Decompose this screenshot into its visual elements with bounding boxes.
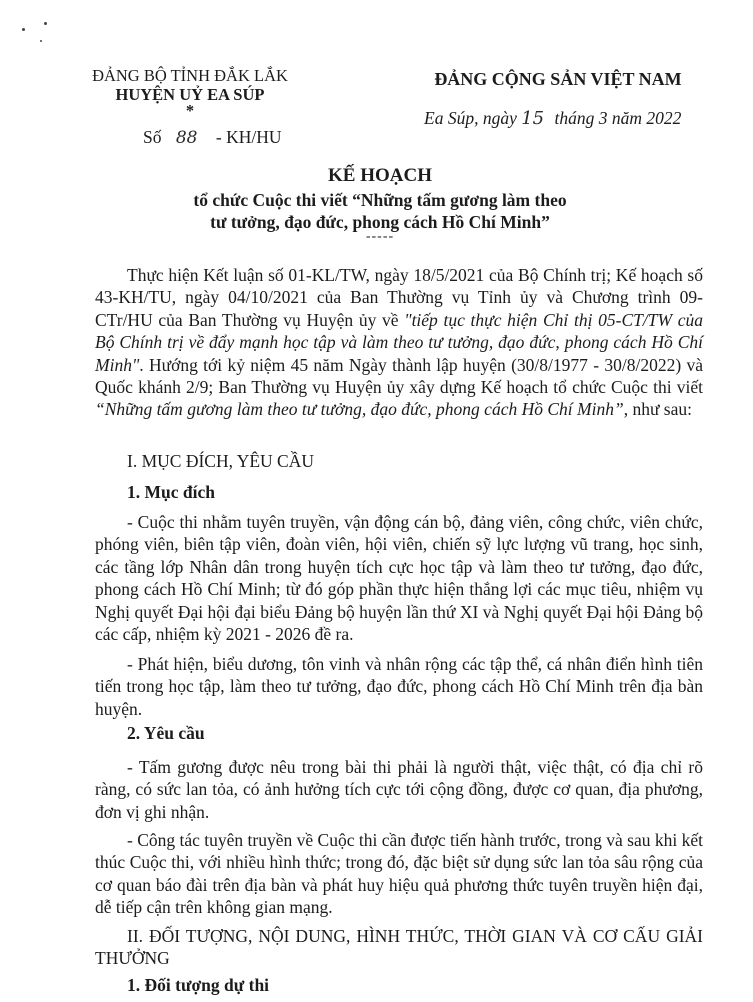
- document-date: [424, 108, 681, 129]
- doc-no-suffix: - KH/HU: [215, 127, 282, 147]
- intro-text-3: , như sau:: [623, 399, 692, 420]
- document-subtitle: [160, 189, 600, 233]
- party-name: ĐẢNG CỘNG SẢN VIỆT NAM: [434, 69, 682, 89]
- intro-text-2: . Hướng tới kỷ niệm 45 năm Ngày thành lập huyện (30/8/1977 - 30/8/2022) và Quốc khánh 2/9; Ban Thường vụ Huyện ủy xây dựng Kế hoạch tổ chức Cuộc thi viết: [95, 354, 703, 398]
- intro-text-1: Thực hiện Kết luận số 01-KL/TW, ngày 18/5/2021 của Bộ Chính trị; Kế hoạch số 43-KH/TU, ngày 04/10/2021 của Ban Thường vụ Tỉnh ủy và Chương trình 09-CTr/HU của Ban Thường vụ Huyện ủy về: [95, 265, 703, 330]
- issuing-organization: [60, 66, 320, 118]
- subtitle-line-1: tổ chức Cuộc thi viết “Những tấm gương làm theo: [193, 190, 567, 210]
- intro-italic-1: "tiếp tục thực hiện Chỉ thị 05-CT/TW của Bộ Chính trị về đẩy mạnh học tập và làm theo tư tưởng, đạo đức, phong cách Hồ Chí Minh": [95, 309, 703, 375]
- scan-speck: [40, 40, 42, 42]
- date-rest: tháng 3 năm 2022: [554, 108, 682, 128]
- doc-no-value: 88: [175, 128, 198, 148]
- date-place: Ea Súp, ngày: [424, 108, 517, 128]
- intro-italic-2: “Những tấm gương làm theo tư tưởng, đạo đức, phong cách Hồ Chí Minh”: [95, 399, 624, 420]
- date-day: 15: [521, 108, 545, 129]
- title-divider: -----: [365, 229, 395, 244]
- header-star: *: [185, 101, 195, 120]
- org-line-district: HUYỆN UỶ EA SÚP: [115, 85, 265, 104]
- doc-no-label: Số: [143, 127, 162, 147]
- scan-speck: [44, 22, 47, 25]
- org-line-province: ĐẢNG BỘ TỈNH ĐẮK LẮK: [92, 66, 288, 85]
- section-1-1-paragraph-2: - Phát hiện, biểu dương, tôn vinh và nhân rộng các tập thể, cá nhân điển hình tiên tiến trong học tập, làm theo tư tưởng, đạo đức, phong cách Hồ Chí Minh trên địa bàn huyện.: [95, 654, 703, 719]
- section-1-2-heading: 2. Yêu cầu: [127, 723, 205, 743]
- section-1-1-heading: 1. Mục đích: [127, 482, 215, 502]
- document-title: KẾ HOẠCH: [328, 165, 432, 186]
- section-1-2-paragraph-2: - Công tác tuyên truyền về Cuộc thi cần được tiến hành trước, trong và sau khi kết thúc Cuộc thi, với nhiều hình thức; trong đó, đặc biệt sử dụng sức lan tỏa sâu rộng của cơ quan báo đài trên địa bàn và phát huy hiệu quả phương thức tuyên truyền hiện đại, dễ tiếp cận trên không gian mạng.: [95, 830, 703, 918]
- section-2-1-heading: 1. Đối tượng dự thi: [127, 975, 270, 995]
- section-2-heading: II. ĐỐI TƯỢNG, NỘI DUNG, HÌNH THỨC, THỜI GIAN VÀ CƠ CẤU GIẢI THƯỞNG: [95, 926, 703, 969]
- section-1-heading: I. MỤC ĐÍCH, YÊU CẦU: [127, 451, 314, 471]
- section-1-2-paragraph-1: - Tấm gương được nêu trong bài thi phải là người thật, việc thật, có địa chỉ rõ ràng, có sức lan tỏa, có ảnh hưởng tích cực tới cộng đồng, được cơ quan, địa phương, đơn vị ghi nhận.: [95, 757, 703, 822]
- scan-speck: [22, 28, 25, 31]
- document-number: [143, 127, 282, 148]
- section-1-1-paragraph-1: - Cuộc thi nhằm tuyên truyền, vận động cán bộ, đảng viên, công chức, viên chức, phóng viên, biên tập viên, đoàn viên, hội viên, chiến sỹ lực lượng vũ trang, học sinh, các tầng lớp Nhân dân trong huyện tích cực học tập và làm theo tư tưởng, đạo đức, phong cách Hồ Chí Minh; từ đó góp phần thực hiện thắng lợi các mục tiêu, nhiệm vụ Nghị quyết Đại hội đại biểu Đảng bộ huyện lần thứ XI và Nghị quyết Đại hội Đảng bộ các cấp, nhiệm kỳ 2021 - 2026 đề ra.: [95, 512, 703, 645]
- intro-paragraph: [95, 264, 703, 421]
- subtitle-line-2: tư tưởng, đạo đức, phong cách Hồ Chí Minh”: [210, 212, 550, 232]
